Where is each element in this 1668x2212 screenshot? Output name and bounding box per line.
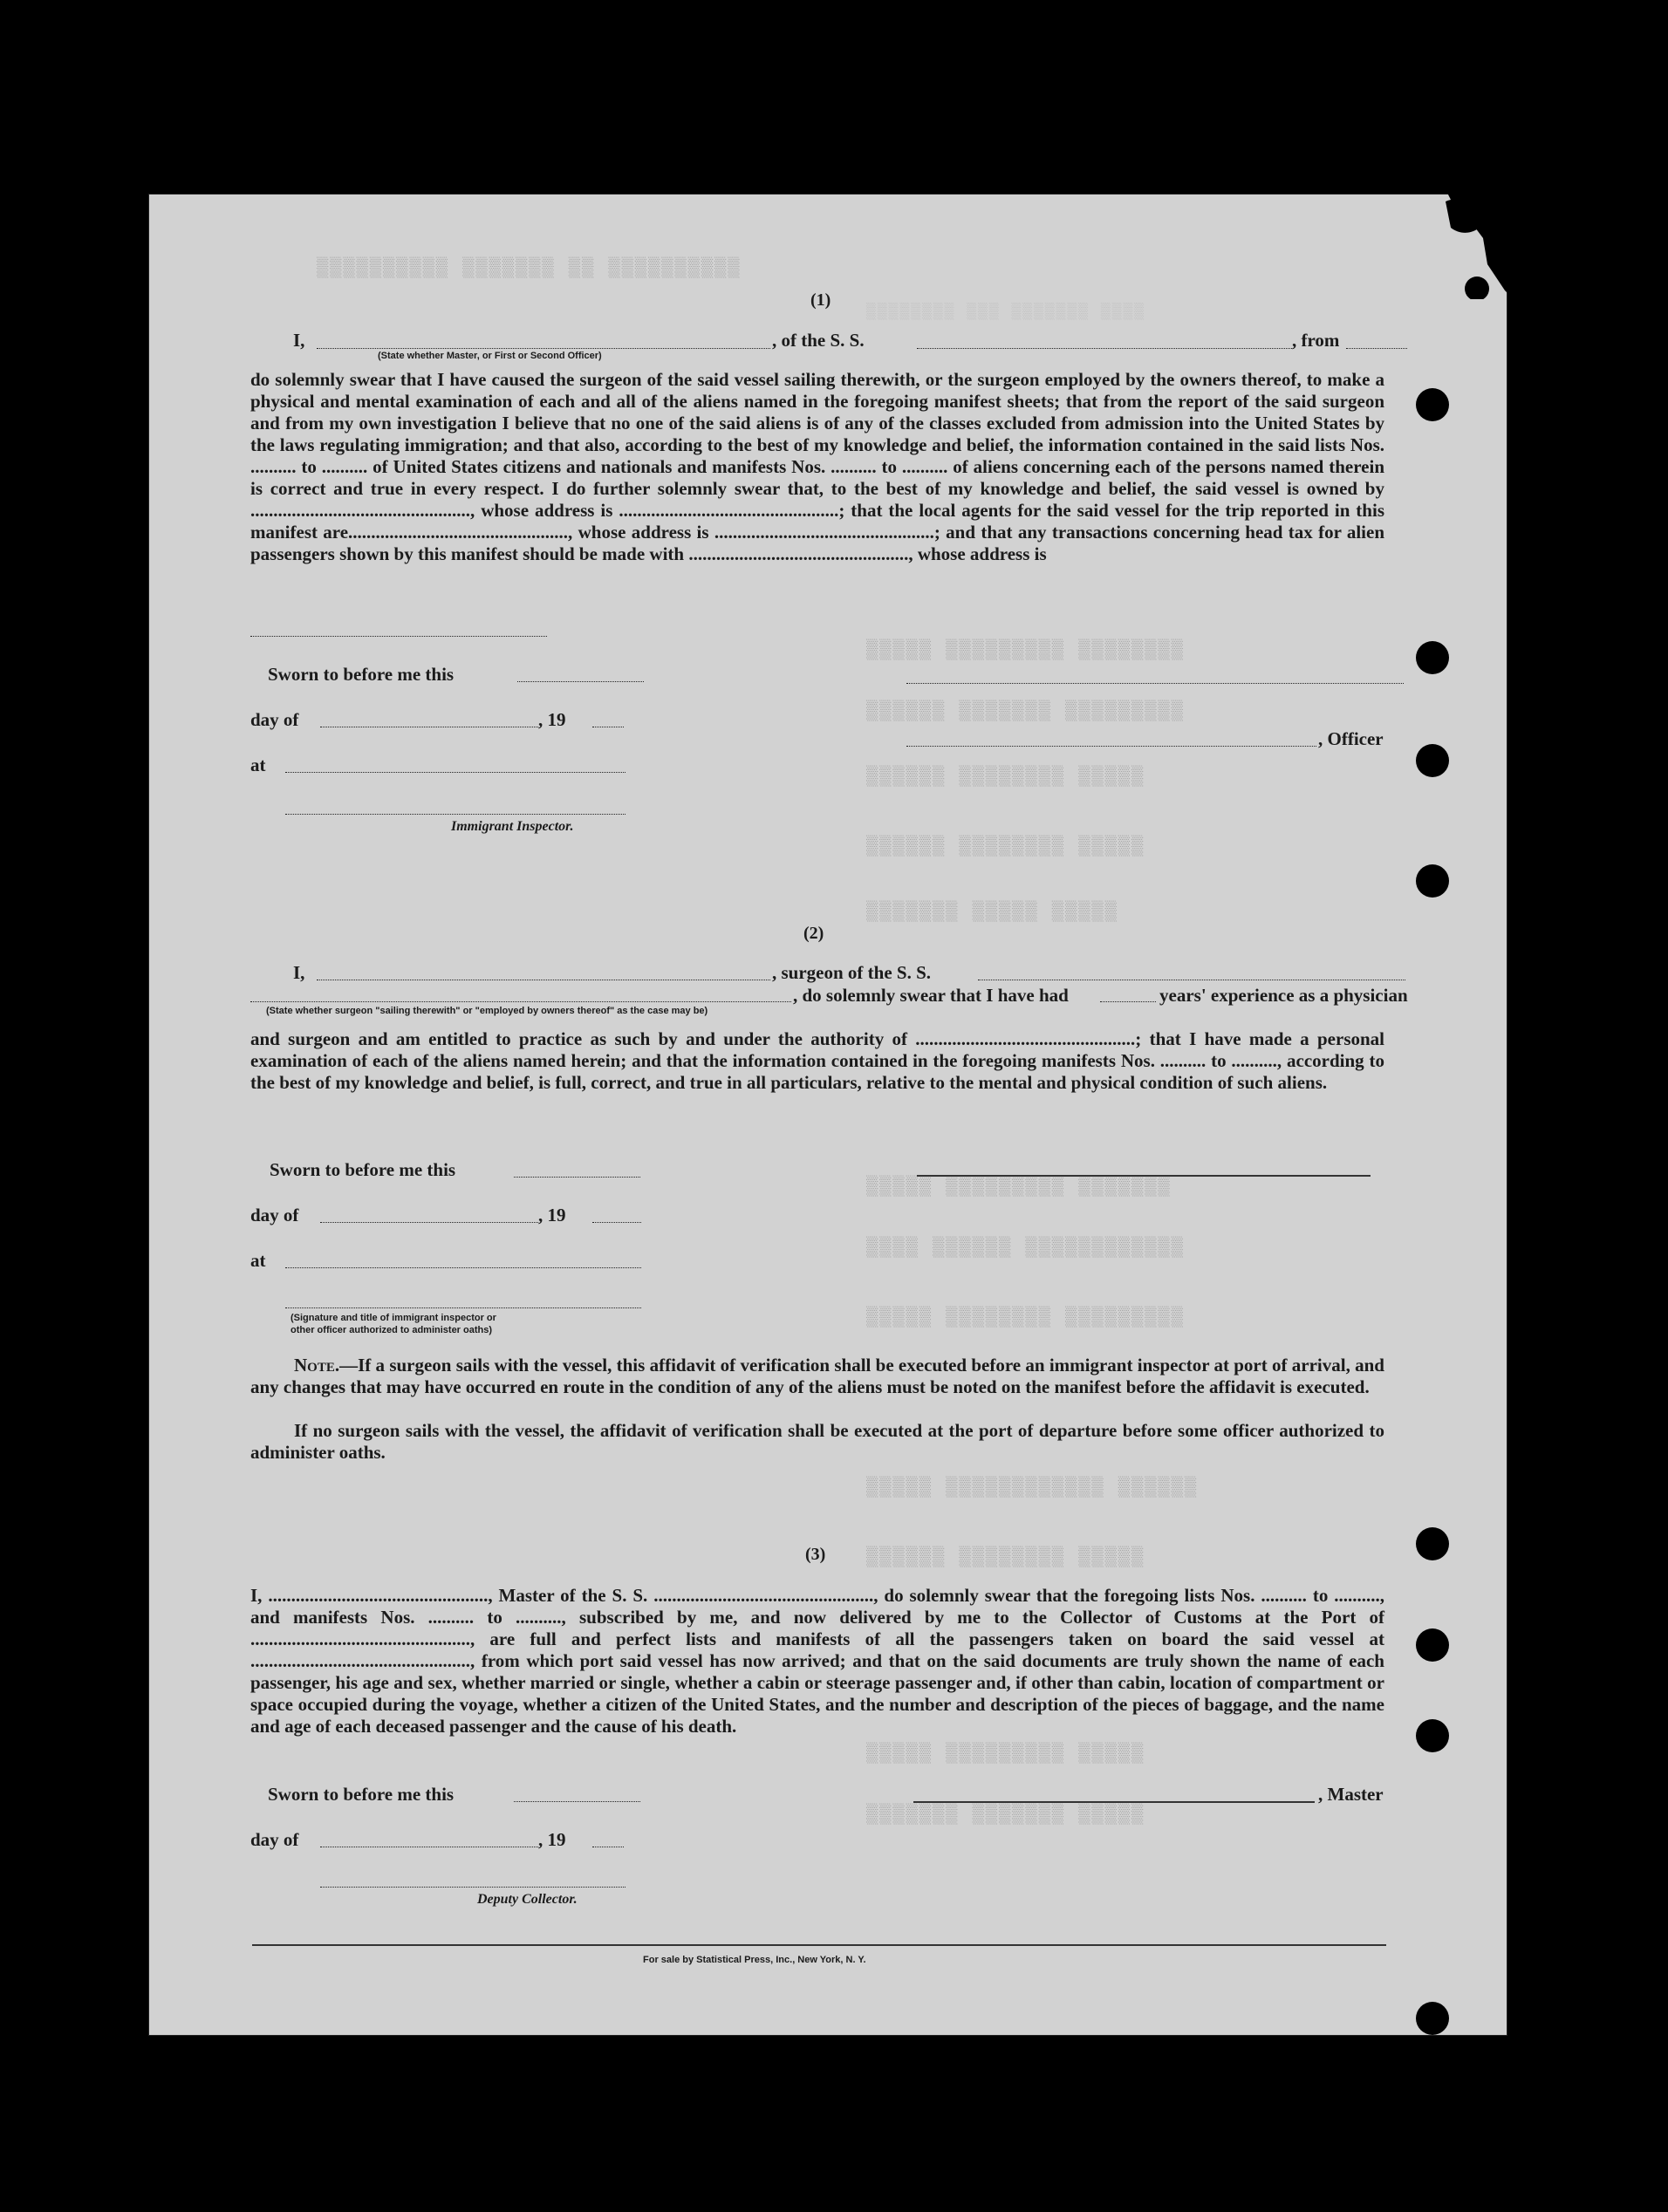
- sworn-label-3: Sworn to before me this: [268, 1784, 455, 1805]
- from-label: , from: [1292, 330, 1340, 351]
- sworn-date-field-1[interactable]: [517, 681, 644, 682]
- years-experience-label: years' experience as a physician: [1159, 985, 1408, 1006]
- address-field[interactable]: [250, 636, 547, 637]
- torn-corner: [1400, 186, 1514, 299]
- bleed-through-row-1: ▒▒▒▒▒▒▒▒ ▒▒▒▒▒▒▒▒▒ ▒▒▒▒▒: [865, 639, 1183, 661]
- collector-signature-field[interactable]: [320, 1887, 626, 1888]
- surgeon-signature-line[interactable]: [917, 1175, 1371, 1177]
- master-signature-line[interactable]: [913, 1801, 1315, 1803]
- day-of-label-2: day of: [250, 1205, 299, 1225]
- signature-caption-line-1: (Signature and title of immigrant inspector or: [291, 1313, 496, 1323]
- day-of-label-1: day of: [250, 709, 299, 730]
- signature-caption-line-2: other officer authorized to administer oaths): [291, 1325, 493, 1335]
- at-label-1: at: [250, 754, 266, 775]
- note-paragraph-1: [250, 1355, 1384, 1398]
- section-3-oath-text: I, ................................................, Master of the S. S. ................................................, do solemnly swear that the foregoing lists Nos. .......... to .........., and manifests Nos. .......... to .........., subscribed by me, and now delivered by me to the Collector of Customs at the Port of ................................................, are full and perfect lists and manifests of all the passengers taken on board the said vessel at ................................................, from which port said vessel has now arrived; and that on the said documents are truly shown the name of each passenger, his age and sex, whether married or single, whether a cabin or steerage passenger and, if other than cabin, location of compartment or space occupied during the voyage, whether a citizen of the United States, and the number and description of the pieces of baggage, and the name and age of each deceased passenger and the cause of his death.: [250, 1585, 1384, 1737]
- day-of-label-3: day of: [250, 1829, 299, 1850]
- section-2-oath-text: and surgeon and am entitled to practice as such by and under the authority of ................................................; that I have made a personal examination of each of the aliens named herein; and that the information contained in the foregoing manifests Nos. .......... to .........., according to the best of my knowledge and belief, is full, correct, and true in all particulars, relative to the mental and physical condition of such aliens.: [250, 1028, 1384, 1093]
- vessel-name-field[interactable]: [917, 348, 1292, 349]
- surgeon-of-label: , surgeon of the S. S.: [772, 962, 932, 983]
- bleed-through-row-7: ▒▒▒▒▒▒▒▒▒▒▒▒ ▒▒▒▒▒▒ ▒▒▒▒: [865, 1237, 1183, 1259]
- officer-label: , Officer: [1318, 728, 1384, 749]
- punch-hole: [1416, 864, 1449, 898]
- day-of-field-2[interactable]: [320, 1222, 538, 1223]
- officer-signature-line-2[interactable]: [906, 746, 1316, 747]
- punch-hole: [1416, 1628, 1449, 1662]
- bleed-through-row-10: ▒▒▒▒▒ ▒▒▒▒▒▒▒▒ ▒▒▒▒▒▒: [865, 1546, 1144, 1568]
- punch-hole: [1416, 744, 1449, 777]
- section-3-number: (3): [805, 1545, 826, 1564]
- surgeon-i-label: I,: [293, 962, 305, 983]
- bleed-through-row-6: ▒▒▒▒▒▒▒ ▒▒▒▒▒▒▒▒▒ ▒▒▒▒▒: [865, 1176, 1170, 1198]
- at-label-2: at: [250, 1250, 266, 1271]
- section-1-number: (1): [810, 290, 831, 310]
- punch-hole: [1416, 1719, 1449, 1752]
- section-2-number: (2): [803, 924, 824, 943]
- bleed-through-header: ▒▒▒▒▒▒▒▒▒▒ ▒▒ ▒▒▒▒▒▒▒ ▒▒▒▒▒▒▒▒▒▒: [315, 257, 740, 279]
- do-swear-label: , do solemnly swear that I have had: [793, 985, 1069, 1006]
- at-field-1[interactable]: [285, 772, 626, 773]
- bleed-through-row-11: ▒▒▒▒▒ ▒▒▒▒▒▒▒▒▒ ▒▒▒▒▒: [865, 1743, 1144, 1765]
- printer-imprint: For sale by Statistical Press, Inc., New York, N. Y.: [643, 1955, 866, 1965]
- officer-name-field[interactable]: [317, 348, 770, 349]
- note-text-1: —If a surgeon sails with the vessel, this affidavit of verification shall be executed before an immigrant inspector at port of arrival, and any changes that may have occurred en route in the condition of any of the aliens must be noted on the manifest before the affidavit is executed.: [250, 1355, 1384, 1397]
- administer-signature-field[interactable]: [285, 1307, 641, 1308]
- surgeon-status-field[interactable]: [250, 1001, 791, 1002]
- punch-hole: [1416, 2002, 1449, 2035]
- officer-signature-line-1[interactable]: [906, 683, 1404, 684]
- bleed-through-row-8: ▒▒▒▒▒▒▒▒▒ ▒▒▒▒▒▒▒▒ ▒▒▒▒▒: [865, 1307, 1183, 1328]
- note-paragraph-2: If no surgeon sails with the vessel, the affidavit of verification shall be executed at the port of departure before some officer authorized to administer oaths.: [250, 1420, 1384, 1463]
- immigrant-inspector-caption: Immigrant Inspector.: [451, 819, 574, 834]
- bleed-through-row-9: ▒▒▒▒▒▒ ▒▒▒▒▒▒▒▒▒▒▒▒ ▒▒▒▒▒: [865, 1477, 1197, 1499]
- deputy-collector-caption: Deputy Collector.: [477, 1892, 578, 1907]
- from-port-field[interactable]: [1346, 348, 1407, 349]
- inspector-signature-field[interactable]: [285, 814, 626, 815]
- sworn-date-field-2[interactable]: [514, 1177, 640, 1178]
- of-ss-label: , of the S. S.: [772, 330, 865, 351]
- note-label: Note.: [294, 1355, 340, 1376]
- bleed-through-row-2: ▒▒▒▒▒▒▒▒▒ ▒▒▒▒▒▒▒ ▒▒▒▒▒▒: [865, 700, 1183, 722]
- bleed-through-row-3: ▒▒▒▒▒ ▒▒▒▒▒▒▒▒ ▒▒▒▒▒▒: [865, 766, 1144, 788]
- officer-caption: (State whether Master, or First or Second Officer): [378, 351, 602, 361]
- at-field-2[interactable]: [285, 1267, 641, 1268]
- footer-rule: [252, 1944, 1386, 1946]
- bleed-through-row-4: ▒▒▒▒▒ ▒▒▒▒▒▒▒▒ ▒▒▒▒▒▒: [865, 836, 1144, 857]
- punch-hole: [1416, 641, 1449, 674]
- punch-hole: [1416, 388, 1449, 421]
- sworn-label-1: Sworn to before me this: [268, 664, 455, 685]
- oath-i-label: I,: [293, 330, 305, 351]
- bleed-through-row-12: ▒▒▒▒▒ ▒▒▒▒▒▒▒ ▒▒▒▒▒▒▒: [865, 1804, 1144, 1826]
- section-1-oath-text: do solemnly swear that I have caused the surgeon of the said vessel sailing therewith, or the surgeon employed by the owners thereof, to make a physical and mental examination of each and all of the aliens named in the foregoing manifest sheets; that from the report of the said surgeon and from my own investigation I believe that no one of the said aliens is of any of the classes excluded from admission into the United States by the laws regulating immigration; and that also, according to the best of my knowledge and belief, the information contained in the said lists Nos. .......... to .......... of United States citizens and nationals and manifests Nos. .......... to .......... of aliens concerning each of the persons named therein is correct and true in every respect. I do further solemnly swear that, to the best of my knowledge and belief, the said vessel is owned by ................................................, whose address is ................................................; that the local agents for the said vessel for the trip reported in this manifest are................................................, whose address is ................................................; and that any transactions concerning head tax for alien passengers shown by this manifest should be made with ................................................, whose address is: [250, 369, 1384, 564]
- master-label: , Master: [1318, 1784, 1384, 1805]
- sworn-label-2: Sworn to before me this: [270, 1159, 456, 1180]
- year-label-2: , 19: [538, 1205, 566, 1225]
- manifest-affidavit-page: [148, 194, 1507, 2036]
- years-field[interactable]: [1100, 1001, 1156, 1002]
- bleed-through-row-5: ▒▒▒▒▒ ▒▒▒▒▒ ▒▒▒▒▒▒▒: [865, 901, 1117, 923]
- year-label-3: , 19: [538, 1829, 566, 1850]
- bleed-through-line: ▒▒▒▒ ▒▒▒▒▒▒▒ ▒▒▒ ▒▒▒▒▒▒▒▒: [865, 304, 1145, 321]
- sworn-date-field-3[interactable]: [514, 1801, 640, 1802]
- surgeon-caption: (State whether surgeon "sailing therewith" or "employed by owners thereof" as the case may be): [266, 1006, 708, 1016]
- punch-hole: [1416, 1527, 1449, 1560]
- year-field-2[interactable]: [592, 1222, 641, 1223]
- year-label-1: , 19: [538, 709, 566, 730]
